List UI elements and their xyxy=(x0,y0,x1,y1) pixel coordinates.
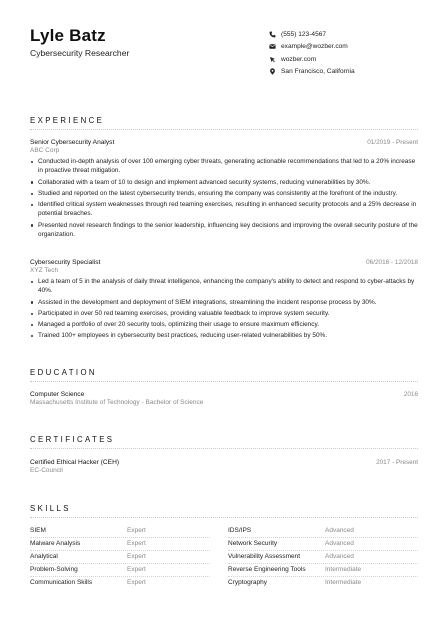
skill-level: Advanced xyxy=(325,527,354,534)
skill-divider xyxy=(30,537,210,538)
education-school: Massachusetts Institute of Technology - Bachelor of Science xyxy=(30,399,204,406)
experience-entry xyxy=(30,259,418,342)
contact-phone-text: (555) 123-4567 xyxy=(281,30,327,38)
job-bullet: Studied and reported on the latest cybersecurity trends, ensuring the company was consistently at the forefront of the industry. xyxy=(30,189,418,198)
skill-level: Intermediate xyxy=(325,566,362,573)
job-dates: 06/2016 - 12/2018 xyxy=(366,259,418,266)
education-entry xyxy=(30,391,418,406)
skill-name: Malware Analysis xyxy=(30,540,81,547)
job-bullet: Participated in over 50 red teaming exercises, providing valuable feedback to improve system security. xyxy=(30,309,418,318)
skill-level: Expert xyxy=(127,527,146,534)
candidate-title: Cybersecurity Researcher xyxy=(30,48,130,58)
certificate-entry xyxy=(30,459,418,474)
skill-divider xyxy=(30,550,210,551)
job-dates: 01/2019 - Present xyxy=(367,139,418,146)
job-bullet: Trained 100+ employees in cybersecurity best practices, reducing user-related vulnerabilities by 50%. xyxy=(30,331,418,340)
skill-level: Advanced xyxy=(325,540,354,547)
skill-level: Expert xyxy=(127,540,146,547)
skill-name: Vulnerability Assessment xyxy=(228,553,301,560)
job-bullet: Collaborated with a team of 10 to design and implement advanced security systems, reducing vulnerabilities by 30%. xyxy=(30,178,418,187)
education-year: 2016 xyxy=(403,391,418,398)
skill-divider xyxy=(228,563,418,564)
contact-location xyxy=(268,66,438,79)
contact-location-text: San Francisco, California xyxy=(281,68,355,76)
link-icon xyxy=(268,55,276,63)
certificate-dates: 2017 - Present xyxy=(376,459,418,466)
skill-name: Analytical xyxy=(30,553,58,560)
skill-name: Communication Skills xyxy=(30,579,93,586)
certificate-issuer: EC-Council xyxy=(30,467,63,474)
contact-phone[interactable] xyxy=(268,28,438,41)
job-company: XYZ Tech xyxy=(30,267,59,274)
job-bullets xyxy=(30,157,418,239)
job-bullet: Conducted in-depth analysis of over 100 emerging cyber threats, generating actionable recommendations that led to a 20% increase in proactive threat mitigation. xyxy=(30,157,418,176)
location-icon xyxy=(268,68,276,76)
skill-divider xyxy=(228,576,418,577)
skill-divider xyxy=(228,550,418,551)
job-bullet: Presented novel research findings to the senior leadership, influencing key decisions and improving the overall security posture of the organization. xyxy=(30,221,418,240)
section-title-certificates: CERTIFICATES xyxy=(30,435,115,444)
email-icon xyxy=(268,43,276,51)
section-title-education: EDUCATION xyxy=(30,368,97,377)
job-bullet: Led a team of 5 in the analysis of daily threat intelligence, enhancing the company's ability to detect and respond to cyber-attacks by 40%. xyxy=(30,277,418,296)
contact-email[interactable] xyxy=(268,41,438,54)
section-title-experience: EXPERIENCE xyxy=(30,116,105,125)
contact-block xyxy=(268,28,438,78)
contact-email-text: example@wozber.com xyxy=(281,43,348,51)
section-divider xyxy=(30,448,418,449)
skill-level: Expert xyxy=(127,553,146,560)
job-role: Senior Cybersecurity Analyst xyxy=(30,139,115,146)
skill-name: Problem-Solving xyxy=(30,566,78,573)
section-divider xyxy=(30,129,418,130)
section-title-skills: SKILLS xyxy=(30,504,71,513)
skill-name: Cryptography xyxy=(228,579,268,586)
skill-name: Reverse Engineering Tools xyxy=(228,566,306,573)
experience-entry xyxy=(30,139,418,241)
job-role: Cybersecurity Specialist xyxy=(30,259,101,266)
skill-divider xyxy=(30,563,210,564)
skill-name: SIEM xyxy=(30,527,46,534)
job-bullet: Managed a portfolio of over 20 security tools, optimizing their usage to ensure maximum efficiency. xyxy=(30,320,418,329)
job-company: ABC Corp xyxy=(30,147,60,154)
phone-icon xyxy=(268,30,276,38)
section-divider xyxy=(30,381,418,382)
skill-level: Advanced xyxy=(325,553,354,560)
skill-level: Expert xyxy=(127,579,146,586)
education-degree: Computer Science xyxy=(30,391,85,398)
skill-level: Expert xyxy=(127,566,146,573)
skill-divider xyxy=(30,576,210,577)
job-bullets xyxy=(30,277,418,341)
certificate-name: Certified Ethical Hacker (CEH) xyxy=(30,459,120,466)
job-bullet: Assisted in the development and deployment of SIEM integrations, streamlining the incident response process by 30%. xyxy=(30,298,418,307)
candidate-name: Lyle Batz xyxy=(30,26,106,45)
skill-level: Intermediate xyxy=(325,579,362,586)
contact-website[interactable] xyxy=(268,53,438,66)
skill-divider xyxy=(228,537,418,538)
skill-name: IDS/IPS xyxy=(228,527,252,534)
contact-website-text: wozber.com xyxy=(281,55,317,63)
section-divider xyxy=(30,517,418,518)
skill-name: Network Security xyxy=(228,540,278,547)
job-bullet: Identified critical system weaknesses through red teaming exercises, resulting in enhanced security protocols and a 25% decrease in potential breaches. xyxy=(30,200,418,219)
